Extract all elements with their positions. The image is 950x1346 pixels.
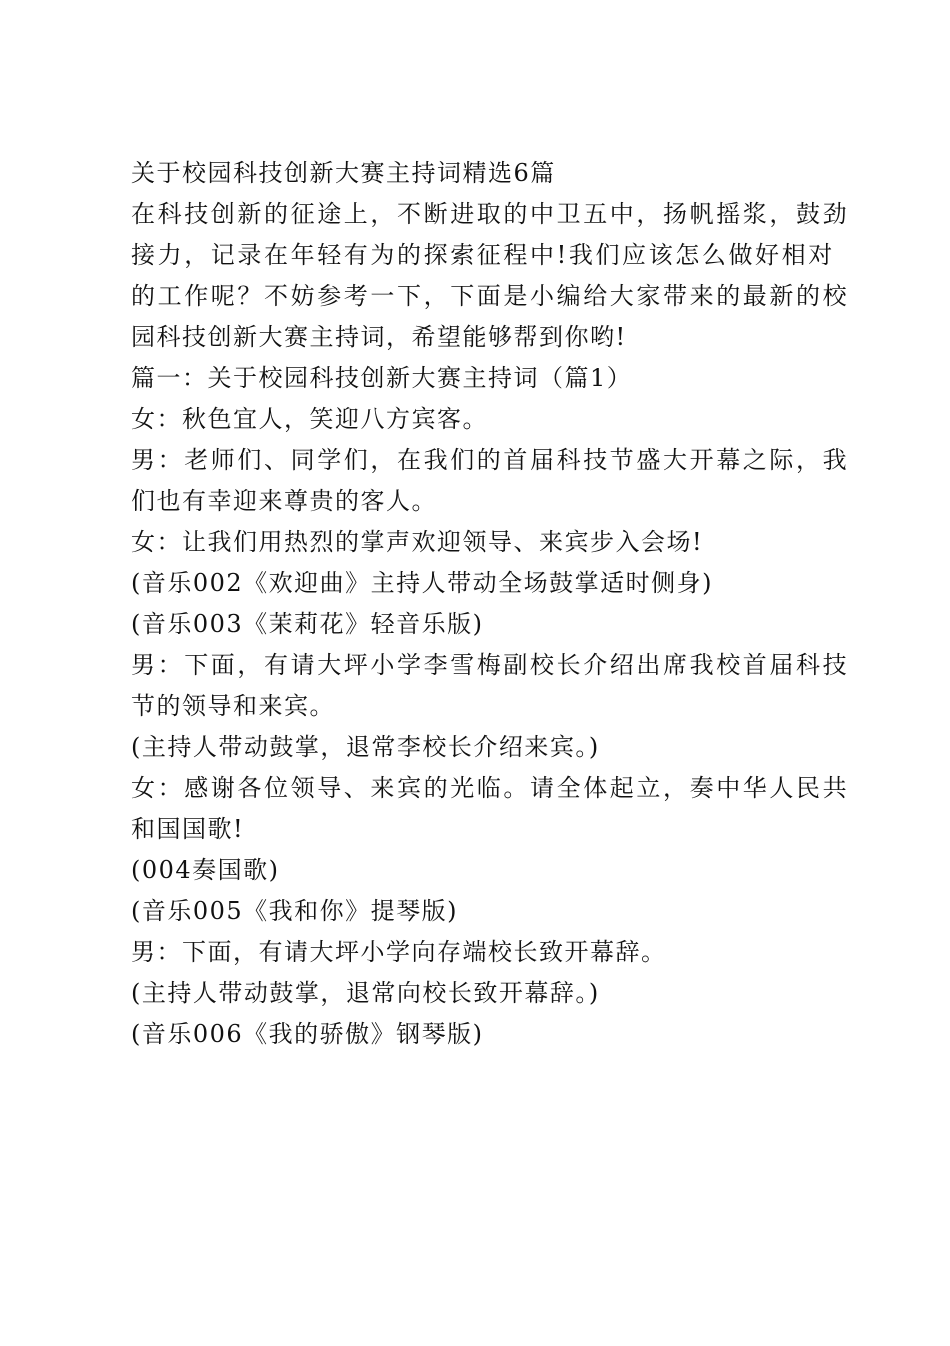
script-line: 女：感谢各位领导、来宾的光临。请全体起立，奏中华人民共 bbox=[131, 774, 850, 802]
script-line: 女：秋色宜人，笑迎八方宾客。 bbox=[131, 405, 488, 433]
script-line: 和国国歌! bbox=[131, 815, 245, 843]
script-line: 男：下面，有请大坪小学向存端校长致开幕辞。 bbox=[131, 938, 667, 966]
script-line: (主持人带动鼓掌，退常李校长介绍来宾。) bbox=[131, 733, 600, 761]
script-line: 节的领导和来宾。 bbox=[131, 692, 335, 720]
intro-line: 的工作呢？不妨参考一下，下面是小编给大家带来的最新的校 bbox=[131, 282, 850, 310]
script-line: (音乐002《欢迎曲》主持人带动全场鼓掌适时侧身) bbox=[131, 569, 714, 597]
intro-line: 园科技创新大赛主持词，希望能够帮到你哟! bbox=[131, 323, 627, 351]
script-line: (音乐003《茉莉花》轻音乐版) bbox=[131, 610, 484, 638]
script-line: 男：下面，有请大坪小学李雪梅副校长介绍出席我校首届科技 bbox=[131, 651, 850, 679]
script-line: (004奏国歌) bbox=[131, 856, 280, 884]
script-line: (音乐006《我的骄傲》钢琴版) bbox=[131, 1020, 484, 1048]
intro-line: 在科技创新的征途上，不断进取的中卫五中，扬帆摇浆，鼓劲 bbox=[131, 200, 850, 228]
intro-line: 接力，记录在年轻有为的探索征程中!我们应该怎么做好相对 bbox=[131, 241, 835, 269]
document-body bbox=[131, 153, 850, 1055]
script-line: (音乐005《我和你》提琴版) bbox=[131, 897, 459, 925]
script-line: 男：老师们、同学们，在我们的首届科技节盛大开幕之际，我 bbox=[131, 446, 850, 474]
section-heading: 篇一：关于校园科技创新大赛主持词（篇1） bbox=[131, 364, 633, 392]
script-line: (主持人带动鼓掌，退常向校长致开幕辞。) bbox=[131, 979, 600, 1007]
script-line: 女：让我们用热烈的掌声欢迎领导、来宾步入会场! bbox=[131, 528, 704, 556]
document-title: 关于校园科技创新大赛主持词精选6篇 bbox=[131, 159, 556, 187]
script-line: 们也有幸迎来尊贵的客人。 bbox=[131, 487, 437, 515]
